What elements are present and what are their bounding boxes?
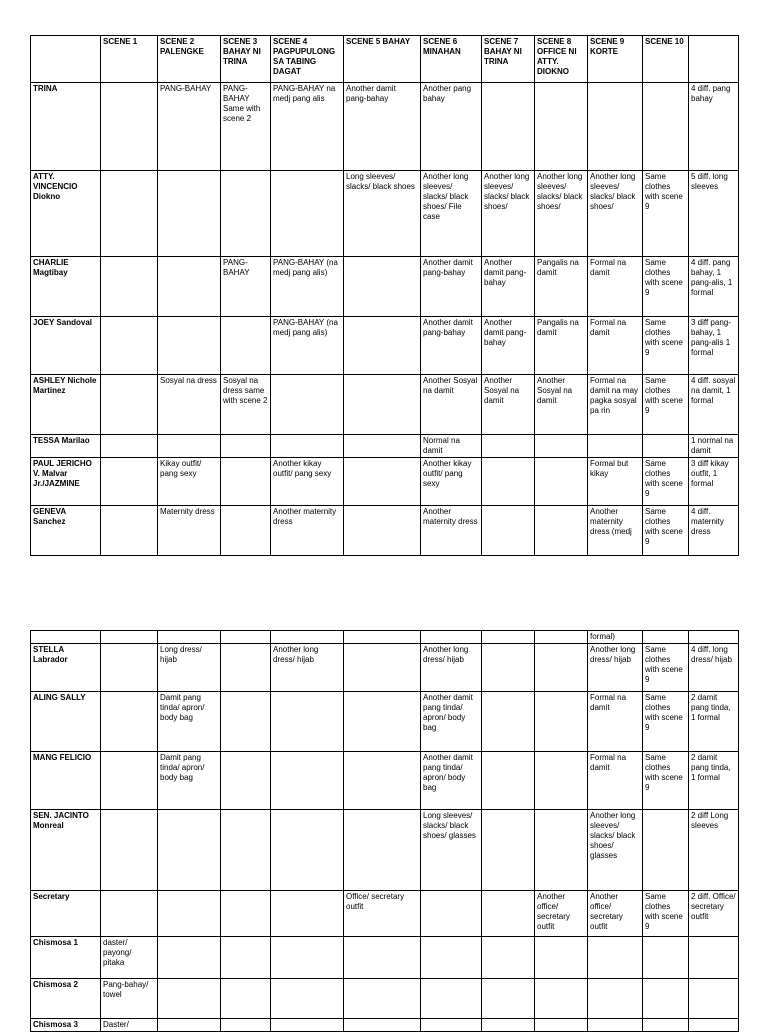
costume-cell: Another maternity dress — [421, 506, 482, 556]
costume-cell — [588, 1019, 643, 1032]
costume-cell: Another Sosyal na damit — [421, 375, 482, 435]
costume-cell — [221, 891, 271, 937]
costume-cell: Long dress/ hijab — [158, 644, 221, 692]
costume-cell: 4 diff. pang bahay, 1 pang-alis, 1 formal — [689, 257, 739, 317]
costume-cell — [221, 752, 271, 810]
costume-cell — [344, 810, 421, 891]
costume-cell: Same clothes with scene 9 — [643, 506, 689, 556]
column-header: SCENE 4 PAGPUPULONG SA TABING DAGAT — [271, 36, 344, 83]
costume-cell: Another damit pang tinda/ apron/ body bag — [421, 752, 482, 810]
costume-cell: 3 diff kikay outfit, 1 formal — [689, 458, 739, 506]
costume-cell — [158, 810, 221, 891]
costume-cell — [482, 83, 535, 171]
costume-cell: Formal na damit — [588, 317, 643, 375]
table-row — [31, 1019, 739, 1032]
costume-cell — [689, 979, 739, 1019]
costume-cell: Maternity dress — [158, 506, 221, 556]
costume-cell: Another damit pang-bahay — [482, 317, 535, 375]
table-row — [31, 891, 739, 937]
character-name-cell: Secretary — [31, 891, 101, 937]
costume-cell — [482, 752, 535, 810]
character-name-cell: TESSA Marilao — [31, 435, 101, 458]
costume-cell — [221, 644, 271, 692]
character-name-cell: ATTY. VINCENCIO Diokno — [31, 171, 101, 257]
costume-cell — [158, 937, 221, 979]
costume-cell: Same clothes with scene 9 — [643, 257, 689, 317]
header-row — [31, 36, 739, 83]
costume-cell — [344, 979, 421, 1019]
costume-cell — [101, 171, 158, 257]
character-name-cell — [31, 631, 101, 644]
column-header — [689, 36, 739, 83]
table-row — [31, 435, 739, 458]
costume-cell — [535, 631, 588, 644]
costume-cell — [344, 752, 421, 810]
costume-cell — [482, 1019, 535, 1032]
costume-cell: 2 damit pang tinda, 1 formal — [689, 692, 739, 752]
costume-cell — [535, 458, 588, 506]
costume-cell: Another damit pang-bahay — [421, 317, 482, 375]
costume-cell: 4 diff. sosyal na damit, 1 formal — [689, 375, 739, 435]
table-row — [31, 171, 739, 257]
costume-cell — [482, 631, 535, 644]
costume-cell: PANG-BAHAY (na medj pang alis) — [271, 257, 344, 317]
costume-cell — [158, 435, 221, 458]
costume-cell: Formal na damit na may pagka sosyal pa rin — [588, 375, 643, 435]
costume-cell: Another damit pang-bahay — [344, 83, 421, 171]
costume-cell: Another long sleeves/ slacks/ black shoes/ glasses — [588, 810, 643, 891]
table-row — [31, 644, 739, 692]
costume-cell: Another kikay outfit/ pang sexy — [271, 458, 344, 506]
costume-cell: Another kikay outfit/ pang sexy — [421, 458, 482, 506]
costume-cell — [158, 317, 221, 375]
costume-cell — [643, 83, 689, 171]
character-name-cell: GENEVA Sanchez — [31, 506, 101, 556]
costume-cell — [643, 631, 689, 644]
costume-cell — [344, 317, 421, 375]
costume-cell: Pangalis na damit — [535, 317, 588, 375]
costume-cell — [101, 506, 158, 556]
costume-cell: 3 diff pang-bahay, 1 pang-alis 1 formal — [689, 317, 739, 375]
costume-cell: 4 diff. maternity dress — [689, 506, 739, 556]
costume-cell — [221, 631, 271, 644]
table-row — [31, 631, 739, 644]
costume-cell — [643, 435, 689, 458]
costume-cell — [482, 810, 535, 891]
costume-cell — [535, 435, 588, 458]
costume-cell: Another long sleeves/ slacks/ black shoes/ — [482, 171, 535, 257]
costume-cell — [535, 506, 588, 556]
costume-cell: 4 diff. long dress/ hijab — [689, 644, 739, 692]
table-row — [31, 937, 739, 979]
costume-cell: Another maternity dress (medj — [588, 506, 643, 556]
costume-cell: daster/ payong/ pitaka — [101, 937, 158, 979]
costume-cell — [101, 891, 158, 937]
costume-cell: Same clothes with scene 9 — [643, 375, 689, 435]
costume-cell — [344, 506, 421, 556]
costume-cell — [271, 979, 344, 1019]
costume-cell: Another damit pang-bahay — [482, 257, 535, 317]
costume-cell: PANG-BAHAY na medj pang alis — [271, 83, 344, 171]
costume-cell — [101, 375, 158, 435]
costume-cell: Another long sleeves/ slacks/ black shoes/ — [535, 171, 588, 257]
column-header: SCENE 6 MINAHAN — [421, 36, 482, 83]
costume-cell: Another Sosyal na damit — [535, 375, 588, 435]
costume-cell — [101, 83, 158, 171]
costume-cell — [101, 644, 158, 692]
costume-cell — [421, 631, 482, 644]
costume-cell: Same clothes with scene 9 — [643, 752, 689, 810]
character-name-cell: MANG FELICIO — [31, 752, 101, 810]
costume-cell — [421, 937, 482, 979]
costume-cell — [482, 937, 535, 979]
table-row — [31, 506, 739, 556]
costume-cell — [101, 752, 158, 810]
costume-cell — [344, 375, 421, 435]
costume-cell — [482, 979, 535, 1019]
column-header: SCENE 2 PALENGKE — [158, 36, 221, 83]
column-header: SCENE 5 BAHAY — [344, 36, 421, 83]
costume-cell: Another long dress/ hijab — [421, 644, 482, 692]
column-header: SCENE 8 OFFICE NI ATTY. DIOKNO — [535, 36, 588, 83]
costume-cell — [344, 692, 421, 752]
costume-cell: formal) — [588, 631, 643, 644]
costume-cell — [158, 631, 221, 644]
costume-cell — [421, 1019, 482, 1032]
column-header: SCENE 1 — [101, 36, 158, 83]
costume-cell — [643, 810, 689, 891]
table-row — [31, 458, 739, 506]
costume-cell — [158, 1019, 221, 1032]
table-row — [31, 979, 739, 1019]
costume-cell: 5 diff. long sleeves — [689, 171, 739, 257]
costume-cell — [221, 810, 271, 891]
character-name-cell: TRINA — [31, 83, 101, 171]
costume-cell — [158, 257, 221, 317]
costume-cell — [221, 317, 271, 375]
costume-cell — [344, 435, 421, 458]
table-row — [31, 692, 739, 752]
costume-cell — [535, 1019, 588, 1032]
costume-cell: PANG-BAHAY (na medj pang alis) — [271, 317, 344, 375]
costume-cell: Another office/ secretary outfit — [535, 891, 588, 937]
costume-cell: Sosyal na dress — [158, 375, 221, 435]
table-row — [31, 752, 739, 810]
costume-cell — [101, 317, 158, 375]
character-name-cell: Chismosa 2 — [31, 979, 101, 1019]
costume-cell: PANG-BAHAY — [221, 257, 271, 317]
costume-cell: Same clothes with scene 9 — [643, 644, 689, 692]
costume-cell: Office/ secretary outfit — [344, 891, 421, 937]
costume-cell: Same clothes with scene 9 — [643, 317, 689, 375]
costume-cell: Another damit pang tinda/ apron/ body bag — [421, 692, 482, 752]
costume-cell: Formal na damit — [588, 257, 643, 317]
costume-cell: Long sleeves/ slacks/ black shoes/ glasses — [421, 810, 482, 891]
costume-cell — [535, 83, 588, 171]
costume-cell: Another long sleeves/ slacks/ black shoes/ File case — [421, 171, 482, 257]
costume-cell — [482, 435, 535, 458]
column-header — [31, 36, 101, 83]
costume-cell: Another maternity dress — [271, 506, 344, 556]
costume-cell: Another Sosyal na damit — [482, 375, 535, 435]
costume-cell — [271, 435, 344, 458]
costume-cell — [535, 979, 588, 1019]
costume-cell: Same clothes with scene 9 — [643, 891, 689, 937]
table-row — [31, 375, 739, 435]
costume-cell — [221, 692, 271, 752]
costume-cell — [101, 810, 158, 891]
costume-cell — [221, 937, 271, 979]
column-header: SCENE 3 BAHAY NI TRINA — [221, 36, 271, 83]
costume-cell: 2 damit pang tinda, 1 formal — [689, 752, 739, 810]
column-header: SCENE 9 KORTE — [588, 36, 643, 83]
costume-cell — [588, 83, 643, 171]
costume-cell: Formal na damit — [588, 752, 643, 810]
character-name-cell: SEN. JACINTO Monreal — [31, 810, 101, 891]
costume-cell — [271, 631, 344, 644]
costume-cell — [221, 506, 271, 556]
costume-cell — [588, 937, 643, 979]
costume-cell — [643, 979, 689, 1019]
costume-cell: Same clothes with scene 9 — [643, 692, 689, 752]
costume-cell — [101, 458, 158, 506]
costume-cell — [221, 171, 271, 257]
table-row — [31, 83, 739, 171]
column-header: SCENE 7 BAHAY NI TRINA — [482, 36, 535, 83]
costume-cell: Same clothes with scene 9 — [643, 458, 689, 506]
costume-cell — [482, 891, 535, 937]
table-row — [31, 810, 739, 891]
costume-cell — [271, 692, 344, 752]
costume-cell — [101, 257, 158, 317]
costume-cell: Sosyal na dress same with scene 2 — [221, 375, 271, 435]
costume-cell — [421, 979, 482, 1019]
costume-cell: 2 diff. Office/ secretary outfit — [689, 891, 739, 937]
costume-cell — [588, 435, 643, 458]
costume-cell — [344, 631, 421, 644]
table-row — [31, 317, 739, 375]
character-name-cell: Chismosa 1 — [31, 937, 101, 979]
costume-cell: PANG-BAHAY — [158, 83, 221, 171]
costume-cell — [689, 1019, 739, 1032]
costume-cell: Kikay outfit/ pang sexy — [158, 458, 221, 506]
costume-cell: 1 normal na damit — [689, 435, 739, 458]
column-header: SCENE 10 — [643, 36, 689, 83]
costume-cell: Damit pang tinda/ apron/ body bag — [158, 752, 221, 810]
costume-cell — [344, 1019, 421, 1032]
costume-cell — [482, 458, 535, 506]
costume-cell — [535, 937, 588, 979]
costume-cell — [101, 435, 158, 458]
costume-cell: Another damit pang-bahay — [421, 257, 482, 317]
costume-cell — [689, 631, 739, 644]
costume-cell — [689, 937, 739, 979]
costume-cell — [101, 631, 158, 644]
costume-cell — [344, 937, 421, 979]
costume-cell: Daster/ — [101, 1019, 158, 1032]
character-name-cell: ALING SALLY — [31, 692, 101, 752]
costume-cell: Damit pang tinda/ apron/ body bag — [158, 692, 221, 752]
costume-cell — [271, 891, 344, 937]
costume-cell — [271, 1019, 344, 1032]
character-name-cell: CHARLIE Magtibay — [31, 257, 101, 317]
costume-cell — [535, 752, 588, 810]
costume-cell: Another long sleeves/ slacks/ black shoes/ — [588, 171, 643, 257]
costume-cell — [588, 979, 643, 1019]
costume-cell — [643, 1019, 689, 1032]
costume-cell — [535, 692, 588, 752]
table-row — [31, 257, 739, 317]
costume-cell: Another office/ secretary outfit — [588, 891, 643, 937]
costume-cell — [271, 171, 344, 257]
costume-cell: 4 diff. pang bahay — [689, 83, 739, 171]
costume-cell — [221, 435, 271, 458]
costume-cell: PANG-BAHAY Same with scene 2 — [221, 83, 271, 171]
character-name-cell: ASHLEY Nichole Martinez — [31, 375, 101, 435]
costume-cell — [535, 644, 588, 692]
costume-cell: Pang-bahay/ towel — [101, 979, 158, 1019]
costume-cell: 2 diff Long sleeves — [689, 810, 739, 891]
character-name-cell: PAUL JERICHO V. Malvar Jr./JAZMINE — [31, 458, 101, 506]
costume-cell — [101, 692, 158, 752]
costume-cell — [482, 506, 535, 556]
costume-cell — [344, 644, 421, 692]
costume-cell — [271, 810, 344, 891]
costume-cell — [158, 979, 221, 1019]
costume-cell — [344, 257, 421, 317]
costume-cell: Normal na damit — [421, 435, 482, 458]
costume-cell — [482, 644, 535, 692]
costume-cell — [158, 171, 221, 257]
costume-cell: Formal but kikay — [588, 458, 643, 506]
costume-cell — [271, 375, 344, 435]
costume-table-part-1 — [30, 35, 739, 556]
character-name-cell: JOEY Sandoval — [31, 317, 101, 375]
costume-cell: Pangalis na damit — [535, 257, 588, 317]
costume-cell: Another long dress/ hijab — [588, 644, 643, 692]
costume-table-part-2 — [30, 630, 739, 1032]
costume-cell: Another long dress/ hijab — [271, 644, 344, 692]
costume-cell — [221, 458, 271, 506]
costume-cell — [221, 979, 271, 1019]
costume-cell — [421, 891, 482, 937]
costume-cell — [535, 810, 588, 891]
costume-cell — [643, 937, 689, 979]
character-name-cell: Chismosa 3 — [31, 1019, 101, 1032]
costume-cell — [482, 692, 535, 752]
costume-cell: Long sleeves/ slacks/ black shoes — [344, 171, 421, 257]
costume-cell — [158, 891, 221, 937]
costume-cell: Formal na damit — [588, 692, 643, 752]
costume-cell — [344, 458, 421, 506]
costume-cell — [221, 1019, 271, 1032]
character-name-cell: STELLA Labrador — [31, 644, 101, 692]
costume-cell: Another pang bahay — [421, 83, 482, 171]
costume-cell: Same clothes with scene 9 — [643, 171, 689, 257]
costume-cell — [271, 937, 344, 979]
costume-cell — [271, 752, 344, 810]
